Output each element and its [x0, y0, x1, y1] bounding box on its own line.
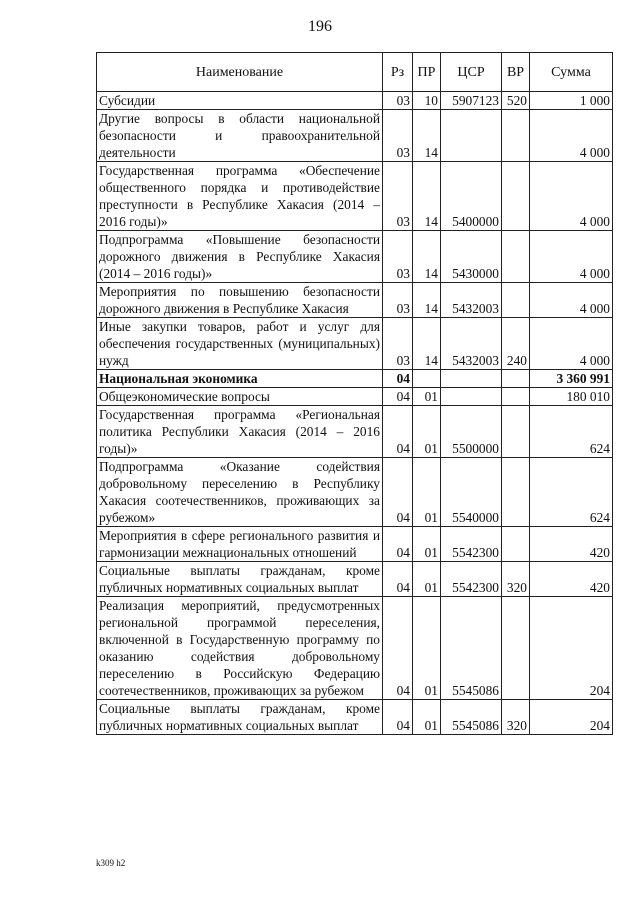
cell-rz: 03: [383, 283, 413, 318]
table-row: [97, 92, 613, 110]
cell-csr: 5430000: [441, 231, 502, 283]
cell-rz: 03: [383, 162, 413, 231]
cell-sum: 204: [530, 700, 613, 735]
cell-vr: [502, 406, 530, 458]
cell-vr: [502, 283, 530, 318]
cell-sum: 420: [530, 527, 613, 562]
cell-name: Государственная программа «Региональная политика Республики Хакасия (2014 – 2016 годы)»: [97, 406, 383, 458]
table-row: [97, 370, 613, 388]
cell-vr: [502, 110, 530, 162]
cell-pr: 14: [413, 318, 441, 370]
cell-sum: 4 000: [530, 318, 613, 370]
header-pr: ПР: [413, 53, 441, 92]
cell-csr: 5545086: [441, 597, 502, 700]
cell-name: Другие вопросы в области национальной безопасности и правоохранительной деятельности: [97, 110, 383, 162]
cell-pr: 01: [413, 406, 441, 458]
cell-vr: 320: [502, 700, 530, 735]
cell-csr: [441, 370, 502, 388]
cell-csr: 5540000: [441, 458, 502, 527]
cell-sum: 204: [530, 597, 613, 700]
cell-rz: 03: [383, 92, 413, 110]
cell-rz: 04: [383, 388, 413, 406]
table-body: [97, 92, 613, 735]
cell-vr: [502, 458, 530, 527]
cell-name: Иные закупки товаров, работ и услуг для обеспечения государственных (муниципальных) нужд: [97, 318, 383, 370]
cell-rz: 04: [383, 527, 413, 562]
cell-vr: [502, 597, 530, 700]
cell-sum: 624: [530, 458, 613, 527]
cell-csr: 5542300: [441, 562, 502, 597]
cell-pr: 01: [413, 527, 441, 562]
cell-csr: [441, 110, 502, 162]
cell-vr: [502, 527, 530, 562]
cell-csr: 5400000: [441, 162, 502, 231]
cell-vr: 520: [502, 92, 530, 110]
header-name: Наименование: [97, 53, 383, 92]
cell-sum: 4 000: [530, 162, 613, 231]
cell-name: Субсидии: [97, 92, 383, 110]
cell-name: Государственная программа «Обеспечение общественного порядка и противодействие преступности в Республике Хакасия (2014 – 2016 годы)»: [97, 162, 383, 231]
cell-sum: 4 000: [530, 231, 613, 283]
cell-sum: 4 000: [530, 283, 613, 318]
cell-vr: 320: [502, 562, 530, 597]
table-row: [97, 110, 613, 162]
cell-rz: 04: [383, 370, 413, 388]
cell-csr: 5500000: [441, 406, 502, 458]
page-number: 196: [308, 18, 332, 35]
cell-pr: 01: [413, 458, 441, 527]
table-row: [97, 231, 613, 283]
cell-vr: 240: [502, 318, 530, 370]
cell-rz: 04: [383, 562, 413, 597]
table-row: [97, 406, 613, 458]
cell-name: Подпрограмма «Оказание содействия добровольному переселению в Республику Хакасия соотечественников, проживающих за рубежом»: [97, 458, 383, 527]
cell-pr: 14: [413, 283, 441, 318]
cell-csr: 5432003: [441, 283, 502, 318]
table-row: [97, 318, 613, 370]
table-row: [97, 162, 613, 231]
cell-pr: 14: [413, 162, 441, 231]
cell-rz: 04: [383, 406, 413, 458]
table-row: [97, 283, 613, 318]
cell-name: Реализация мероприятий, предусмотренных региональной программой переселения, включенной в Государственную программу по оказанию содействия добровольному переселению в Российскую Федерацию соотечественников, проживающих за рубежом: [97, 597, 383, 700]
cell-rz: 04: [383, 458, 413, 527]
table-row: [97, 458, 613, 527]
header-sum: Сумма: [530, 53, 613, 92]
cell-csr: 5542300: [441, 527, 502, 562]
cell-name: Социальные выплаты гражданам, кроме публичных нормативных социальных выплат: [97, 562, 383, 597]
cell-vr: [502, 162, 530, 231]
table-header-row: [97, 53, 613, 92]
cell-name: Подпрограмма «Повышение безопасности дорожного движения в Республике Хакасия (2014 – 2016 годы)»: [97, 231, 383, 283]
table-row: [97, 527, 613, 562]
cell-rz: 03: [383, 318, 413, 370]
cell-sum: 624: [530, 406, 613, 458]
table-row: [97, 388, 613, 406]
cell-rz: 04: [383, 700, 413, 735]
cell-pr: 01: [413, 700, 441, 735]
cell-rz: 03: [383, 231, 413, 283]
cell-pr: 01: [413, 597, 441, 700]
cell-pr: 01: [413, 562, 441, 597]
budget-table: [96, 52, 613, 735]
cell-rz: 03: [383, 110, 413, 162]
cell-sum: 180 010: [530, 388, 613, 406]
cell-name: Социальные выплаты гражданам, кроме публичных нормативных социальных выплат: [97, 700, 383, 735]
cell-pr: 14: [413, 231, 441, 283]
table-row: [97, 597, 613, 700]
header-rz: Рз: [383, 53, 413, 92]
cell-pr: [413, 370, 441, 388]
cell-csr: 5907123: [441, 92, 502, 110]
cell-name: Мероприятия в сфере регионального развития и гармонизации межнациональных отношений: [97, 527, 383, 562]
cell-sum: 420: [530, 562, 613, 597]
cell-sum: 1 000: [530, 92, 613, 110]
cell-vr: [502, 370, 530, 388]
cell-rz: 04: [383, 597, 413, 700]
header-vr: ВР: [502, 53, 530, 92]
cell-vr: [502, 388, 530, 406]
cell-csr: [441, 388, 502, 406]
cell-pr: 14: [413, 110, 441, 162]
cell-csr: 5545086: [441, 700, 502, 735]
cell-name: Национальная экономика: [97, 370, 383, 388]
footer-code: k309 h2: [96, 858, 126, 868]
cell-sum: 4 000: [530, 110, 613, 162]
cell-name: Общеэкономические вопросы: [97, 388, 383, 406]
cell-sum: 3 360 991: [530, 370, 613, 388]
table-row: [97, 562, 613, 597]
cell-pr: 10: [413, 92, 441, 110]
cell-vr: [502, 231, 530, 283]
header-csr: ЦСР: [441, 53, 502, 92]
cell-name: Мероприятия по повышению безопасности дорожного движения в Республике Хакасия: [97, 283, 383, 318]
table-row: [97, 700, 613, 735]
cell-csr: 5432003: [441, 318, 502, 370]
cell-pr: 01: [413, 388, 441, 406]
